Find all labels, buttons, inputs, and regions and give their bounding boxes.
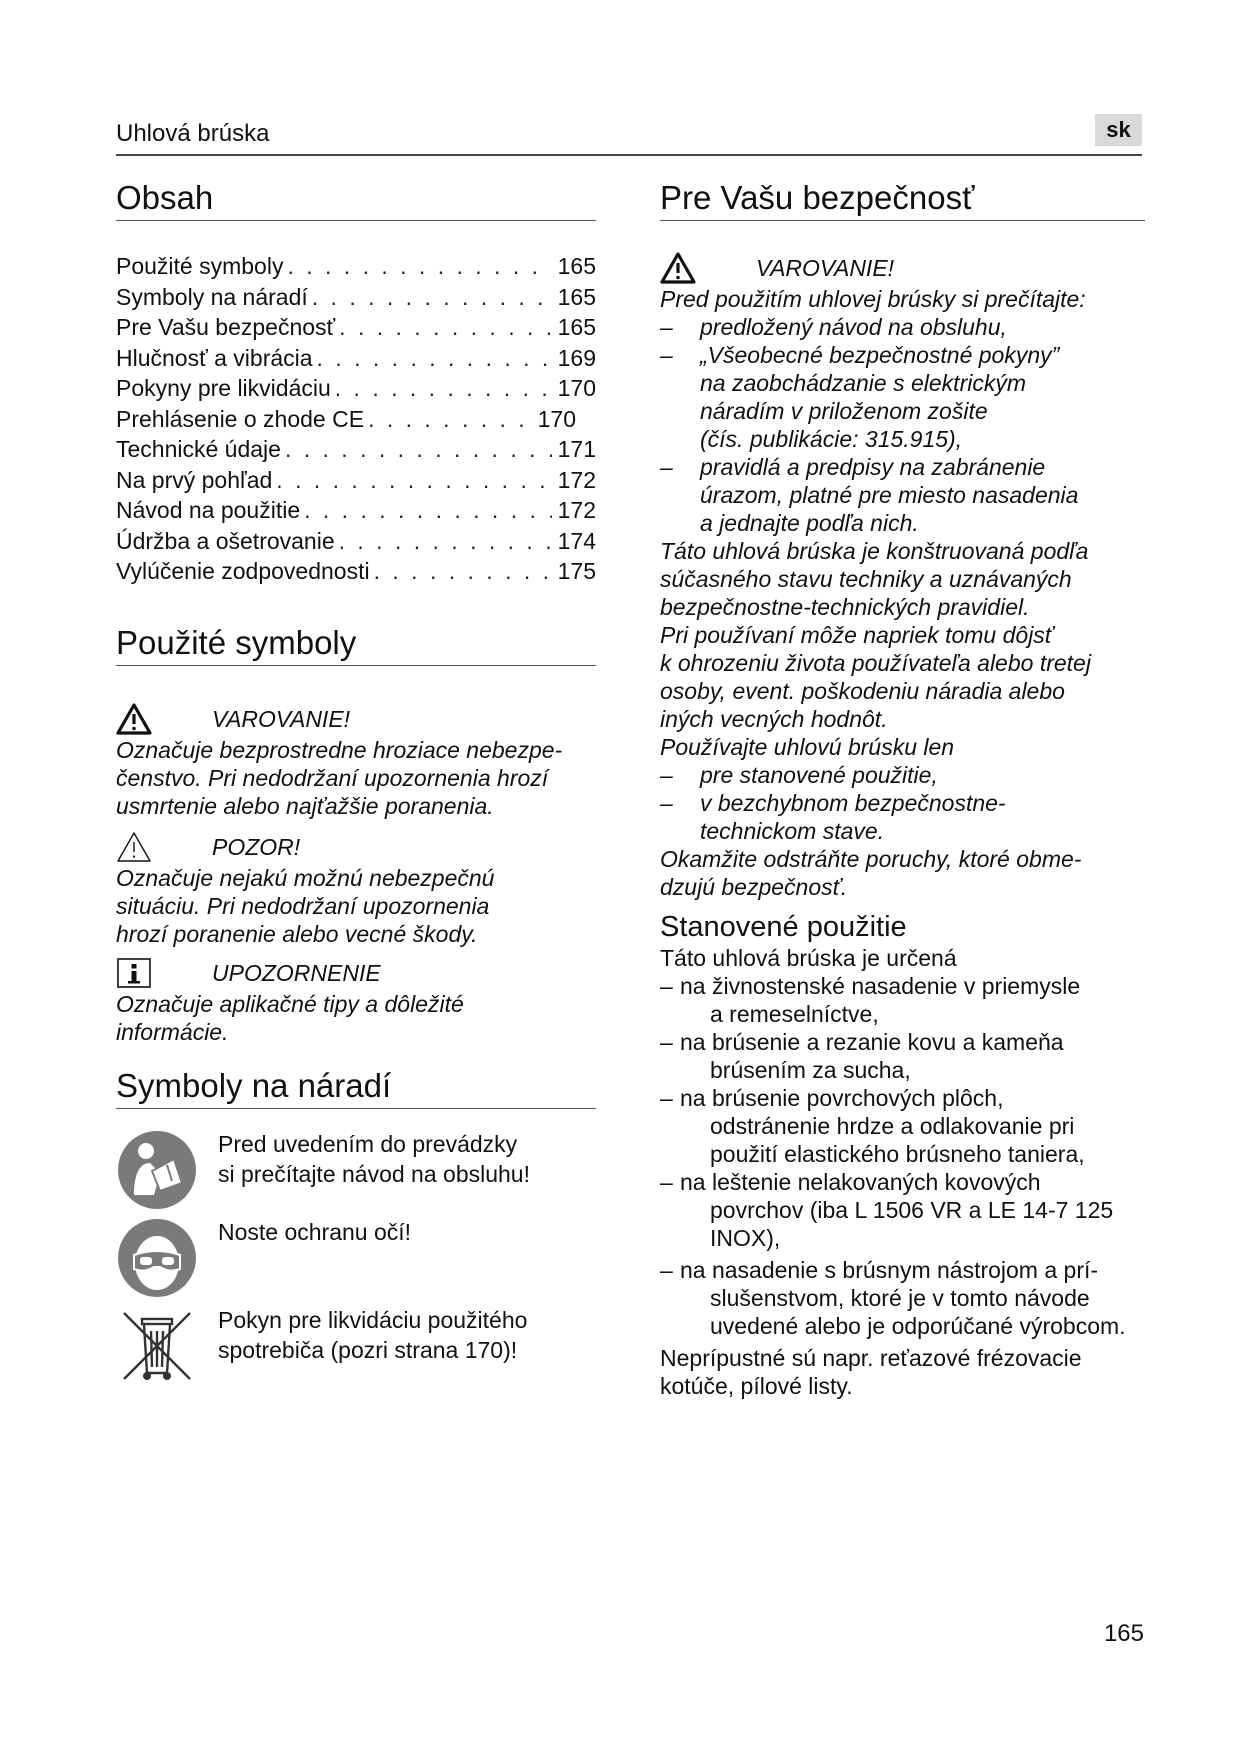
intended-use-body: Táto uhlová brúska je určená – na živnostenské nasadenie v priemysle a remeselníctve, – na brúsenie a rezanie kovu a kameňa brúsením za sucha, – na brúsenie povrchových plôch, odstránenie hrdze a odlakovanie pri použití elastického brúsneho taniera, – na leštenie nelakovaných kovových povrchov (iba L 1506 VR a LE 14-7 125 INOX), – na nasadenie s brúsnym nástrojom a prí- slušenstvom, ktoré je v tomto návode uvedené alebo je odporúčané výrobcom. Neprípustné sú napr. reťazové frézovacie kotúče, pílové listy. [660, 944, 1145, 1400]
warning-triangle-icon [660, 251, 696, 285]
note-legend [116, 956, 596, 990]
running-header-title: Uhlová brúska [116, 120, 270, 147]
read-manual-icon [116, 1129, 198, 1211]
disposal-text: Pokyn pre likvidáciu použitého spotrebiča (pozri strana 170)! [218, 1307, 528, 1363]
toc-item[interactable]: Pokyny pre likvidáciu . . . 170 [116, 373, 596, 404]
toc-item[interactable]: Hlučnosť a vibrácia . . . 169 [116, 343, 596, 374]
warning-label: VAROVANIE! [212, 705, 351, 732]
toc-item[interactable]: Návod na použitie . . . 172 [116, 495, 596, 526]
caution-description: Označuje nejakú možnú nebezpečnú situáciu. Pri nedodržaní upozornenia hrozí poranenie alebo vecné škody. [116, 865, 495, 947]
crossed-bin-icon [116, 1305, 198, 1387]
header-rule [116, 154, 1142, 156]
eye-protection-row [116, 1217, 596, 1299]
safety-body: Pred použitím uhlovej brúsky si prečítajte: – predložený návod na obsluhu, – „Všeobecné bezpečnostné pokyny” na zaobchádzanie s elektrickým náradím v priloženom zošite (čís. publikácie: 315.915), – pravidlá a predpisy na zabránenie úrazom, platné pre miesto nasadenia a jednajte podľa nich. Táto uhlová brúska je konštruovaná podľa súčasného stavu techniky a uznávaných bezpečnostne-technických pravidiel. Pri používaní môže napriek tomu dôjsť k ohrozeniu života používateľa alebo tretej osoby, event. poškodeniu náradia alebo iných vecných hodnôt. Používajte uhlovú brúsku len – pre stanovené použitie, – v bezchybnom bezpečnostne- technickom stave. Okamžite odstráňte poruchy, ktoré obme- dzujú bezpečnosť. [660, 285, 1145, 901]
caution-label: POZOR! [212, 833, 301, 860]
toc-item[interactable]: Technické údaje . . . 171 [116, 434, 596, 465]
warning-description: Označuje bezprostredne hroziace nebezpe- čenstvo. Pri nedodržaní upozornenia hrozí usmrtenie alebo najťažšie poranenia. [116, 737, 563, 819]
symbols-section [116, 623, 596, 1046]
note-label: UPOZORNENIE [212, 959, 381, 986]
intended-use-section [660, 910, 1145, 1400]
list-item: – pre stanovené použitie, [660, 762, 938, 788]
disposal-row [116, 1305, 596, 1387]
tool-symbols-section [116, 1066, 596, 1387]
eye-protection-text: Noste ochranu očí! [218, 1219, 412, 1245]
safety-section [660, 178, 1145, 901]
toc-list [116, 251, 596, 587]
info-box-icon [116, 956, 152, 990]
toc-item[interactable]: Vylúčenie zodpovednosti . . . 175 [116, 556, 596, 587]
safety-heading: Pre Vašu bezpečnosť [660, 178, 1145, 221]
list-item: – na živnostenské nasadenie v priemysle a remeselníctve, [660, 973, 1081, 1027]
list-item: – „Všeobecné bezpečnostné pokyny” na zaobchádzanie s elektrickým náradím v priloženom zošite (čís. publikácie: 315.915), [660, 342, 1060, 452]
toc-item[interactable]: Údržba a ošetrovanie . . . 174 [116, 526, 596, 557]
list-item: – na brúsenie povrchových plôch, odstránenie hrdze a odlakovanie pri použití elastického brúsneho taniera, [660, 1085, 1085, 1167]
safety-warning-legend [660, 251, 1145, 285]
list-item: – v bezchybnom bezpečnostne- technickom stave. [660, 790, 1006, 844]
list-item: – pravidlá a predpisy na zabránenie úrazom, platné pre miesto nasadenia a jednajte podľa nich. [660, 454, 1079, 536]
warning-legend [116, 702, 596, 736]
read-manual-text: Pred uvedením do prevádzky si prečítajte návod na obsluhu! [218, 1131, 530, 1187]
eye-protection-icon [116, 1217, 198, 1299]
language-badge: sk [1095, 114, 1142, 146]
toc-item[interactable]: Na prvý pohľad . . . 172 [116, 465, 596, 496]
toc-item[interactable]: Pre Vašu bezpečnosť . . . 165 [116, 312, 596, 343]
safety-warning-label: VAROVANIE! [756, 254, 895, 281]
page-number: 165 [1103, 1620, 1144, 1647]
caution-triangle-icon [116, 830, 152, 864]
read-manual-row [116, 1129, 596, 1211]
tool-symbols-heading: Symboly na náradí [116, 1066, 596, 1109]
list-item: – na nasadenie s brúsnym nástrojom a prí- slušenstvom, ktoré je v tomto návode uvedené alebo je odporúčané výrobcom. [660, 1257, 1126, 1339]
note-description: Označuje aplikačné tipy a dôležité informácie. [116, 991, 464, 1045]
warning-triangle-icon [116, 702, 152, 736]
list-item: – na brúsenie a rezanie kovu a kameňa brúsením za sucha, [660, 1029, 1064, 1083]
toc-heading: Obsah [116, 178, 596, 221]
intended-use-heading: Stanovené použitie [660, 911, 907, 943]
symbols-heading: Použité symboly [116, 623, 596, 666]
toc-section [116, 178, 596, 587]
toc-item[interactable]: Symboly na náradí . . . 165 [116, 282, 596, 313]
toc-item[interactable]: Použité symboly . . . 165 [116, 251, 596, 282]
toc-item[interactable]: Prehlásenie o zhode CE . . . 170 [116, 404, 576, 435]
list-item: – predložený návod na obsluhu, [660, 314, 1007, 340]
list-item: – na leštenie nelakovaných kovových povrchov (iba L 1506 VR a LE 14-7 125 INOX), [660, 1169, 1114, 1251]
caution-legend [116, 830, 596, 864]
